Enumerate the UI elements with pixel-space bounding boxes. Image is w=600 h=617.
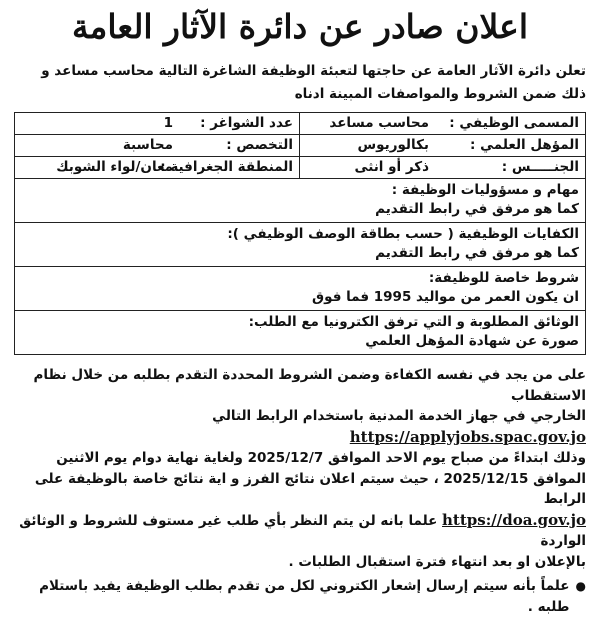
special-conditions-heading: شروط خاصة للوظيفة:: [428, 270, 579, 286]
results-link[interactable]: https://doa.gov.jo: [442, 510, 586, 529]
duties-heading: مهام و مسؤوليات الوظيفة :: [391, 182, 579, 198]
duties-body: كما هو مرفق في رابط التقديم: [375, 201, 579, 217]
application-instructions: [10, 365, 590, 617]
table-row: [15, 113, 585, 135]
instructions-line: الخارجي في جهاز الخدمة المدنية باستخدام الرابط التالي https://applyjobs.spac.gov.jo: [212, 408, 586, 446]
instructions-line: على من يجد في نفسه الكفاءة وضمن الشروط المحددة التقدم بطلبه من خلال نظام الاستقطاب: [33, 367, 586, 404]
bullet-icon: ●: [575, 579, 586, 593]
required-documents-block: [15, 311, 585, 354]
region-value: معان/لواء الشوبك: [56, 159, 173, 175]
instructions-line: بالإعلان او بعد انتهاء فترة استقبال الطلبات .: [288, 553, 586, 570]
job-details-table: [14, 112, 586, 355]
region-label: المنطقة الجغرافية :: [160, 159, 293, 175]
instructions-line: وذلك ابتداءً من صباح يوم الاحد الموافق 2025/12/7 ولغاية نهاية دوام يوم الاثنين: [56, 450, 586, 466]
gender-label: الجنـــــس :: [501, 159, 579, 175]
special-conditions-body: ان يكون العمر من مواليد 1995 فما فوق: [312, 289, 579, 305]
intro-paragraph: تعلن دائرة الآثار العامة عن حاجتها لتعبئة الوظيفة الشاغرة التالية محاسب مساعد و ذلك ضمن الشروط والمواصفات المبينة ادناه: [41, 63, 586, 102]
qualification-value: بكالوريوس: [357, 137, 429, 153]
announcement-title: اعلان صادر عن دائرة الآثار العامة: [71, 7, 529, 46]
vacancies-value: 1: [163, 115, 173, 131]
specialization-value: محاسبة: [122, 137, 173, 153]
vacancies-label: عدد الشواغر :: [200, 115, 293, 131]
job-title-label: المسمى الوظيفي :: [449, 115, 579, 131]
competencies-heading: الكفايات الوظيفية ( حسب بطاقة الوصف الوظيفي ):: [227, 226, 579, 242]
gender-value: ذكر أو انثى: [354, 159, 429, 175]
instructions-line: الموافق 2025/12/15 ، حيث سيتم اعلان نتائج الفرز و اية نتائج خاصة بالوظيفة على الرابط: [34, 470, 586, 507]
duties-block: [15, 179, 585, 223]
required-documents-body: صورة عن شهادة المؤهل العلمي: [365, 333, 579, 349]
qualification-label: المؤهل العلمي :: [470, 137, 579, 153]
notice-bullet-text: علماً بأنه سيتم إرسال إشعار الكتروني لكل من تقدم بطلب الوظيفة يفيد باستلام طلبه .: [39, 578, 570, 615]
competencies-body: كما هو مرفق في رابط التقديم: [375, 245, 579, 261]
instructions-line: https://doa.gov.jo علما بانه لن يتم النظر بأي طلب غير مستوف للشروط و الوثائق الواردة: [19, 510, 586, 549]
required-documents-heading: الوثائق المطلوبة و التي ترفق الكترونيا مع الطلب:: [248, 314, 579, 330]
notice-bullet-item: [14, 576, 586, 617]
table-row: [15, 157, 585, 179]
table-row: [15, 135, 585, 157]
specialization-label: التخصص :: [226, 137, 293, 153]
job-title-value: محاسب مساعد: [329, 115, 429, 131]
competencies-block: [15, 223, 585, 267]
special-conditions-block: [15, 267, 585, 311]
apply-link[interactable]: https://applyjobs.spac.gov.jo: [349, 427, 586, 446]
